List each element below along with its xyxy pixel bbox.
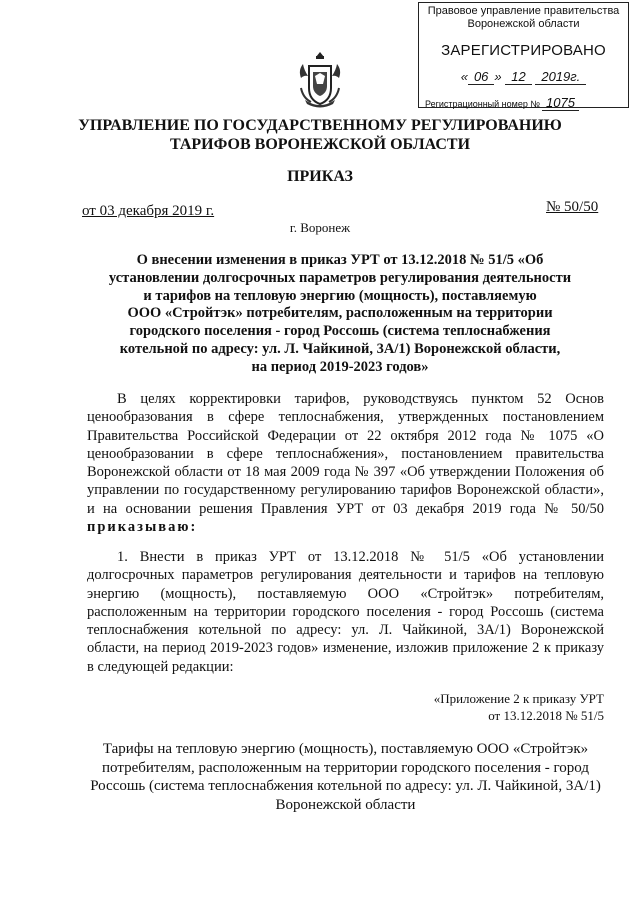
subject-line: на период 2019-2023 годов»	[251, 358, 429, 375]
organization-name-line1: УПРАВЛЕНИЕ ПО ГОСУДАРСТВЕННОМУ РЕГУЛИРОВАНИЮ	[78, 117, 562, 134]
preamble-paragraph	[87, 390, 604, 536]
registration-stamp	[418, 2, 629, 108]
stamp-registered: ЗАРЕГИСТРИРОВАНО	[441, 42, 606, 59]
order-number: № 50/50	[546, 199, 599, 215]
preamble-text: В целях корректировки тарифов, руководствуясь пунктом 52 Основ ценообразования в сфере теплоснабжения, утвержденных постановлением Правительства Российской Федерации от 22 октября 2012 года № 1075 «О ценообразовании в сфере теплоснабжения», постановлением правительства Воронежской области от 18 мая 2009 года № 397 «Об утверждении Положения об управлении по государственному регулированию тарифов Воронежской области», и на основании решения Правления УРТ от 03 декабря 2019 года № 50/50	[87, 391, 604, 517]
appendix-line1: «Приложение 2 к приказу УРТ	[433, 691, 604, 706]
subject-line: ООО «Стройтэк» потребителям, расположенным на территории	[127, 305, 553, 322]
tariff-table-title	[88, 740, 603, 814]
appendix-line2: от 13.12.2018 № 51/5	[488, 708, 604, 723]
subject-line: О внесении изменения в приказ УРТ от 13.12.2018 № 51/5 «Об	[136, 252, 544, 268]
subject-line: городского поселения - город Россошь (система теплоснабжения	[129, 323, 551, 340]
stamp-reg-label: Регистрационный номер №	[425, 99, 541, 109]
stamp-date-year: 2019г.	[535, 69, 586, 85]
subject-line: котельной по адресу: ул. Л. Чайкиной, 3А/1) Воронежской области,	[119, 340, 561, 357]
organization-name	[0, 116, 640, 154]
stamp-date-day: 06	[468, 69, 494, 85]
tariff-title-line: Россошь (система теплоснабжения котельной по адресу: ул. Л. Чайкиной, 3А/1)	[90, 778, 601, 794]
tariff-title-line: Воронежской области	[275, 796, 416, 813]
order-city: г. Воронеж	[289, 220, 351, 235]
item-1-paragraph: 1. Внести в приказ УРТ от 13.12.2018 № 51/5 «Об установлении долгосрочных параметров регулирования деятельности и тарифов на тепловую энергию (мощность), поставляемую ООО «Стройтэк» потребителям, расположенным на территории городского поселения - город Россошь (система теплоснабжения котельной по адресу: ул. Л. Чайкиной, 3А/1) Воронежской области, на период 2019-2023 годов» изменение, изложив приложение 2 к приказу в следующей редакции:	[87, 549, 604, 675]
appendix-reference	[434, 690, 604, 724]
order-date: от 03 декабря 2019 г.	[82, 203, 215, 219]
order-subject	[80, 252, 600, 377]
subject-line: установлении долгосрочных параметров регулирования деятельности	[108, 269, 572, 286]
stamp-reg-value: 1075	[542, 95, 579, 111]
stamp-reg-number	[425, 95, 579, 111]
coat-of-arms-icon	[297, 50, 343, 112]
orders-word: приказываю:	[87, 519, 198, 536]
tariff-title-line: потребителям, расположенным на территории городского поселения - город	[102, 759, 589, 776]
subject-line: и тарифов на тепловую энергию (мощность), поставляемую	[143, 287, 537, 304]
stamp-authority-line1: Правовое управление правительства	[427, 5, 620, 17]
tariff-title-line: Тарифы на тепловую энергию (мощность), поставляемую ООО «Стройтэк»	[102, 741, 589, 757]
stamp-authority-line2: Воронежской области	[467, 18, 580, 30]
document-title: ПРИКАЗ	[287, 168, 353, 185]
stamp-date-month: 12	[505, 69, 531, 85]
stamp-date: « 06 » 12 2019г.	[419, 69, 628, 85]
organization-name-line2: ТАРИФОВ ВОРОНЕЖСКОЙ ОБЛАСТИ	[169, 136, 471, 153]
